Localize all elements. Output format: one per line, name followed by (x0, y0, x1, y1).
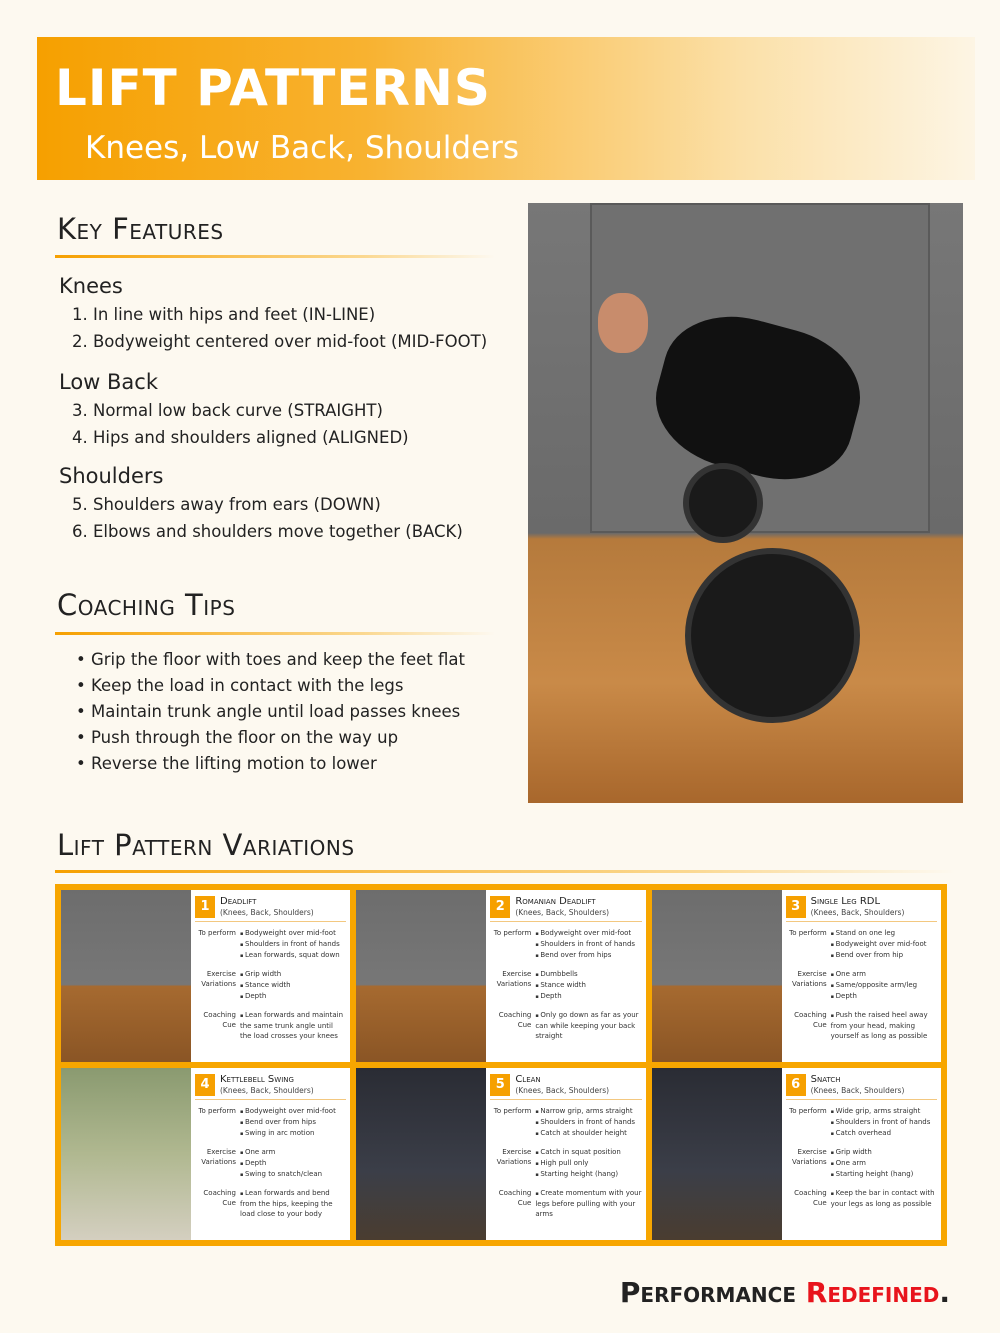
key-features-heading: Key Features (57, 212, 224, 246)
label (490, 1188, 535, 1219)
label-part: Exercise (502, 970, 532, 978)
label-part: Cue (813, 1199, 827, 1207)
label-part: Coaching (498, 1189, 532, 1197)
cue-text: ▪ Keep the bar in contact with your legs as long as possible (831, 1188, 937, 1209)
label-part: Cue (517, 1199, 532, 1207)
label (195, 1147, 240, 1180)
label: To perform (198, 929, 236, 937)
cue-text: ▪ Only go down as far as your can while keeping your back straight (535, 1010, 641, 1041)
variations-heading: Lift Pattern Variations (57, 828, 355, 862)
card-title: Kettlebell Swing (220, 1074, 294, 1085)
bullet: ▪ Depth (240, 991, 291, 1002)
variations-grid (55, 884, 947, 1246)
label-part: Variations (791, 980, 827, 988)
variation-photo (61, 1068, 191, 1240)
divider (55, 870, 955, 873)
label-part: Cue (813, 1021, 827, 1029)
bullet: ▪ Grip width (831, 1147, 914, 1158)
bullet: ▪ Narrow grip, arms straight (535, 1106, 635, 1117)
bullet: ▪ Depth (831, 991, 917, 1002)
card-title: Single Leg RDL (810, 896, 881, 907)
label-part: Coaching (794, 1011, 827, 1019)
label (195, 1188, 240, 1219)
feature-item: 2. Bodyweight centered over mid-foot (MID-FOOT) (72, 332, 488, 351)
bullet: ▪ Bend over from hips (535, 950, 635, 961)
label (490, 969, 535, 1002)
header-banner (37, 37, 975, 180)
label-part: Variations (496, 980, 532, 988)
bullet: ▪ Dumbbells (535, 969, 586, 980)
bullet: ▪ Lean forwards, squat down (240, 950, 340, 961)
cue-text: ▪ Lean forwards and bend from the hips, keeping the load close to your body (240, 1188, 346, 1219)
coaching-tip: • Keep the load in contact with the legs (76, 676, 404, 695)
bullet: ▪ Starting height (hang) (535, 1169, 621, 1180)
label: To perform (789, 929, 827, 937)
label-part: Variations (201, 980, 236, 988)
feature-item: 3. Normal low back curve (STRAIGHT) (72, 401, 383, 420)
label (786, 1188, 831, 1209)
label-part: Exercise (502, 1148, 532, 1156)
card-subtitle: (Knees, Back, Shoulders) (220, 1086, 314, 1095)
card-number: 4 (195, 1074, 215, 1096)
variation-photo (356, 890, 486, 1062)
label-part: Cue (222, 1021, 236, 1029)
label-part: Exercise (206, 970, 236, 978)
bullet: ▪ One arm (831, 1158, 914, 1169)
card-subtitle: (Knees, Back, Shoulders) (220, 908, 314, 917)
label-part: Coaching (203, 1189, 236, 1197)
card-number: 2 (490, 896, 510, 918)
card-subtitle: (Knees, Back, Shoulders) (810, 908, 905, 917)
group-knees: Knees (59, 274, 123, 298)
card-title: Clean (515, 1074, 541, 1085)
tagline-highlight: Redefined (805, 1276, 940, 1309)
feature-item: 5. Shoulders away from ears (DOWN) (72, 495, 381, 514)
bullet: ▪ Shoulders in front of hands (535, 1117, 635, 1128)
group-shoulders: Shoulders (59, 464, 164, 488)
bullet: ▪ Bend over from hips (240, 1117, 336, 1128)
variation-card (652, 1068, 941, 1240)
card-subtitle: (Knees, Back, Shoulders) (515, 1086, 610, 1095)
group-low-back: Low Back (59, 370, 159, 394)
tagline-dot: . (939, 1276, 950, 1309)
bullet: ▪ Bend over from hip (831, 950, 927, 961)
bullet: ▪ Catch at shoulder height (535, 1128, 635, 1139)
bullet: ▪ Catch overhead (831, 1128, 931, 1139)
bullet: ▪ Stance width (535, 980, 586, 991)
footer-tagline (620, 1276, 950, 1309)
bullet: ▪ One arm (831, 969, 917, 980)
label-part: Variations (496, 1158, 532, 1166)
label-part: Exercise (206, 1148, 236, 1156)
page-subtitle: Knees, Low Back, Shoulders (85, 130, 520, 166)
bullet: ▪ One arm (240, 1147, 322, 1158)
label (490, 1147, 535, 1180)
cue-text: ▪ Create momentum with your legs before pulling with your arms (535, 1188, 641, 1219)
deadlift-photo (528, 203, 963, 803)
feature-item: 6. Elbows and shoulders move together (BACK) (72, 522, 463, 541)
label-part: Exercise (797, 1148, 827, 1156)
label-part: Exercise (797, 970, 827, 978)
label: To perform (493, 1107, 532, 1115)
variation-card (652, 890, 941, 1062)
bullet: ▪ Shoulders in front of hands (831, 1117, 931, 1128)
bullet: ▪ Grip width (240, 969, 291, 980)
card-number: 5 (490, 1074, 510, 1096)
variation-photo (356, 1068, 486, 1240)
variation-photo (652, 1068, 782, 1240)
lifter-head (598, 293, 648, 353)
card-title: Romanian Deadlift (515, 896, 596, 907)
coaching-tip: • Reverse the lifting motion to lower (76, 754, 377, 773)
card-subtitle: (Knees, Back, Shoulders) (515, 908, 610, 917)
label: To perform (198, 1107, 236, 1115)
label: To perform (493, 929, 532, 937)
card-number: 1 (195, 896, 215, 918)
page-title: LIFT PATTERNS (55, 59, 491, 117)
label (490, 1010, 535, 1041)
feature-item: 1. In line with hips and feet (IN-LINE) (72, 305, 376, 324)
variation-photo (61, 890, 191, 1062)
card-subtitle: (Knees, Back, Shoulders) (810, 1086, 905, 1095)
cue-text: ▪ Lean forwards and maintain the same trunk angle until the load crosses your knees (240, 1010, 346, 1041)
bullet: ▪ Swing in arc motion (240, 1128, 336, 1139)
variation-card (61, 1068, 350, 1240)
label-part: Variations (791, 1158, 827, 1166)
coaching-tip: • Grip the floor with toes and keep the feet flat (76, 650, 465, 669)
label (195, 969, 240, 1002)
label: To perform (789, 1107, 827, 1115)
bullet: ▪ Depth (240, 1158, 322, 1169)
bullet: ▪ Wide grip, arms straight (831, 1106, 931, 1117)
bullet: ▪ Stand on one leg (831, 928, 927, 939)
cue-text: ▪ Push the raised heel away from your head, making yourself as long as possible (831, 1010, 937, 1041)
card-title: Deadlift (220, 896, 257, 907)
weight-plate (685, 548, 860, 723)
label-part: Cue (222, 1199, 236, 1207)
label-part: Cue (517, 1021, 532, 1029)
bullet: ▪ High pull only (535, 1158, 621, 1169)
label-part: Coaching (203, 1011, 236, 1019)
coaching-tip: • Push through the floor on the way up (76, 728, 399, 747)
label (786, 1147, 831, 1180)
variation-card (61, 890, 350, 1062)
label-part: Coaching (498, 1011, 532, 1019)
divider (55, 632, 495, 635)
bullet: ▪ Catch in squat position (535, 1147, 621, 1158)
coaching-tip: • Maintain trunk angle until load passes knees (76, 702, 461, 721)
label-part: Coaching (794, 1189, 827, 1197)
variation-photo (652, 890, 782, 1062)
weight-plate (683, 463, 763, 543)
variation-card (356, 1068, 645, 1240)
label (786, 969, 831, 1002)
bullet: ▪ Depth (535, 991, 586, 1002)
variation-card (356, 890, 645, 1062)
bullet: ▪ Bodyweight over mid-foot (240, 928, 340, 939)
card-title: Snatch (810, 1074, 841, 1085)
coaching-tips-heading: Coaching Tips (57, 588, 236, 622)
label (195, 1010, 240, 1041)
bullet: ▪ Swing to snatch/clean (240, 1169, 322, 1180)
divider (55, 255, 495, 258)
bullet: ▪ Same/opposite arm/leg (831, 980, 917, 991)
bullet: ▪ Starting height (hang) (831, 1169, 914, 1180)
bullet: ▪ Shoulders in front of hands (240, 939, 340, 950)
card-number: 3 (786, 896, 806, 918)
feature-item: 4. Hips and shoulders aligned (ALIGNED) (72, 428, 409, 447)
card-number: 6 (786, 1074, 806, 1096)
bullet: ▪ Bodyweight over mid-foot (831, 939, 927, 950)
label-part: Variations (201, 1158, 236, 1166)
bullet: ▪ Bodyweight over mid-foot (240, 1106, 336, 1117)
bullet: ▪ Shoulders in front of hands (535, 939, 635, 950)
tagline-part: Performance (619, 1276, 806, 1309)
bullet: ▪ Stance width (240, 980, 291, 991)
label (786, 1010, 831, 1041)
bullet: ▪ Bodyweight over mid-foot (535, 928, 635, 939)
